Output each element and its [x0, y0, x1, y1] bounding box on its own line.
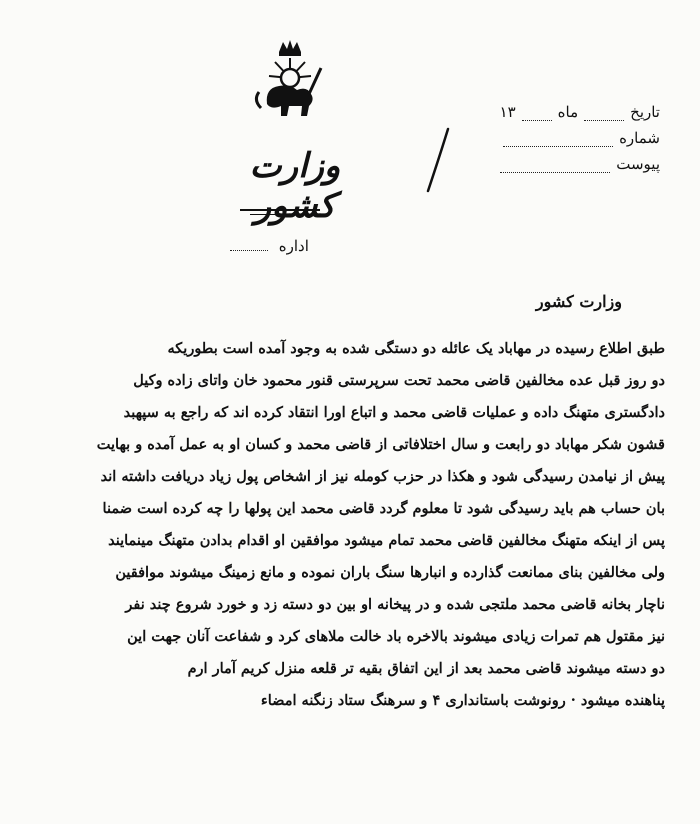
lion-and-sun-emblem-icon: [245, 38, 335, 128]
letter-line: پیش از نیامدن رسیدگی شود و هکذا در حزب کومله نیز از اشخاص پول زیاد دریافت داشته اند: [100, 468, 665, 485]
letter-line: پناهنده میشود · رونوشت باستانداری ۴ و سرهنگ ستاد زنگنه امضاء: [260, 692, 665, 709]
letter-line: قشون شکر مهاباد دو رابعت و سال اختلافاتی از قاضی محمد و کسان او به عمل آمده و بهایت: [96, 436, 665, 453]
letter-line: ناچار بخانه قاضی محمد ملتجی شده و در پیخانه او بین دو دسته زد و خورد شروع چند نفر: [125, 596, 665, 613]
handwritten-mark-icon: [422, 125, 452, 195]
letter-line: پس از اینکه متهنگ مخالفین قاضی محمد تمام میشود موافقین او اقدام بدادن متهنگ مینمایند: [108, 532, 665, 549]
number-label: شماره: [619, 129, 660, 147]
letter-body: [40, 333, 665, 717]
number-field: [503, 132, 613, 147]
month-label: ماه: [557, 103, 579, 121]
department-line: [230, 237, 309, 255]
department-field: [230, 250, 268, 251]
letter-line: ولی مخالفین بنای ممانعت گذارده و انبارها سنگ باران نموده و مانع زمینگ میشوند موافقین: [115, 564, 665, 581]
year-prefix: ۱۳: [499, 103, 516, 121]
letter-line: بان حساب هم باید رسیدگی شود تا معلوم گردد قاضی محمد این پولها را چه کرده است ضمنا: [102, 500, 665, 517]
department-label: اداره: [278, 237, 309, 255]
letter-line: دو دسته میشوند قاضی محمد بعد از این اتفاق بقیه تر قلعه منزل کریم آمار ارم: [187, 660, 665, 677]
title-underline: [240, 209, 320, 211]
letter-line: طبق اطلاع رسیده در مهاباد یک عائله دو دستگی شده به وجود آمده است بطوریکه: [167, 340, 665, 357]
date-label: تاریخ: [630, 103, 660, 121]
date-day-field: [584, 106, 624, 121]
attachment-label: پیوست: [616, 155, 660, 173]
title-underline-secondary: [250, 214, 310, 215]
attachment-field: [500, 158, 610, 173]
letter-line: دادگستری متهنگ داده و عملیات قاضی محمد و اتباع اورا انتقاد کرده اند که راجع به سپهبد: [123, 404, 665, 421]
ministry-title: وزارت کشور: [249, 146, 341, 226]
date-month-field: [522, 106, 552, 121]
letter-line: دو روز قبل عده مخالفین قاضی محمد تحت سرپرستی قنور محمود خان واتای زاده وکیل: [133, 372, 665, 389]
letter-meta-block: [450, 95, 660, 173]
salutation: وزارت کشور: [535, 292, 622, 311]
letter-line: نیز مقتول هم تمرات زیادی میشوند بالاخره باد خالت ملاهای کرد و شفاعت آنان جهت این: [127, 628, 665, 645]
